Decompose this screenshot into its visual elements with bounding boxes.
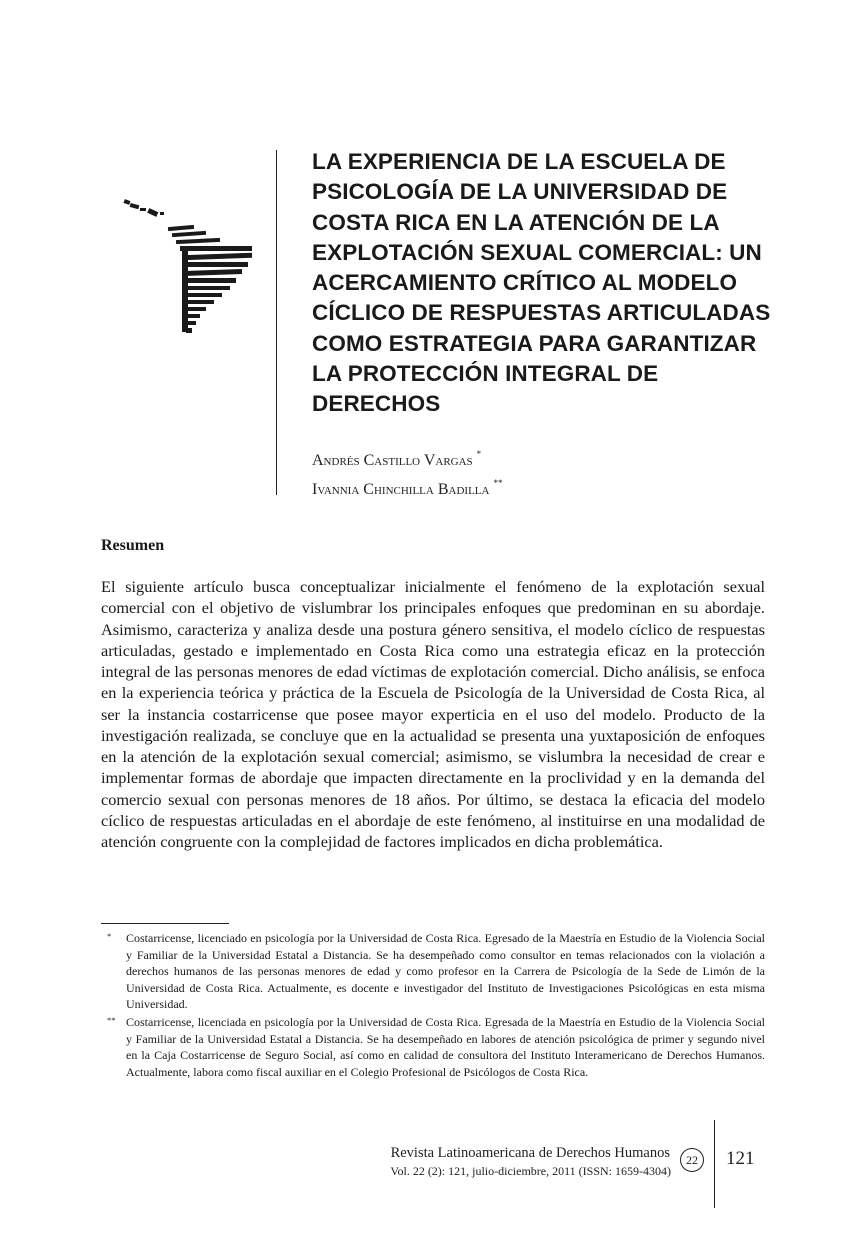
footnotes — [101, 930, 765, 1081]
footnote-1 — [101, 930, 765, 1013]
author-2 — [312, 472, 732, 501]
journal-name: Revista Latinoamericana de Derechos Humanos — [390, 1145, 670, 1161]
abstract-text: El siguiente artículo busca conceptualizar inicialmente el fenómeno de la explotación sexual comercial con el objetivo de vislumbrar los principales enfoques que predominan en su abordaje. Asimismo, caracteriza y analiza desde una postura género sensitiva, el modelo cíclico de respuestas articuladas, gestado e implementado en Costa Rica como una estrategia eficaz en la protección integral de las personas menores de edad víctimas de explotación comercial. Dicho análisis, se enfoca en la experiencia teórica y práctica de la Escuela de Psicología de la Universidad de Costa Rica, al ser la instancia costarricense que posee mayor experticia en el uso del modelo. Producto de la investigación realizada, se concluye que en la actualidad se presenta una yuxtaposición de enfoques en la atención de la explotación sexual comercial; asimismo, se vislumbra la necesidad de crear e implementar formas de abordaje que impacten directamente en la proclividad y en la demanda del comercio sexual con personas menores de 18 años. Por último, se destaca la eficacia del modelo cíclico de respuestas articuladas en el abordaje de este fenómeno, al instituirse en una modalidad de atención congruente con la complejidad de factores implicados en dicha problemática. — [101, 577, 765, 851]
title-divider — [276, 150, 277, 495]
author-list — [312, 443, 732, 501]
footer-divider — [714, 1120, 715, 1208]
footnote-1-text: Costarricense, licenciado en psicología por la Universidad de Costa Rica. Egresado de la Maestría en Estudio de la Violencia Social y Familiar de la Universidad Estatal a Distancia. Se ha desempeñado como consultor en temas relacionados con la violación a derechos humanos de las personas menores de edad y como profesor en la Carrera de Psicología de la Sede de Limón de la Universidad de Costa Rica. Actualmente, es docente e investigador del Instituto de Investigaciones Psicológicas en esta misma Universidad. — [126, 931, 765, 1012]
author-2-mark: ** — [493, 478, 503, 488]
volume-badge: 22 — [680, 1148, 704, 1172]
page-number: 121 — [726, 1148, 755, 1169]
footnote-2-text: Costarricense, licenciada en psicología por la Universidad de Costa Rica. Egresada de la Maestría en Estudio de la Violencia Social y Familiar de la Universidad Estatal a Distancia. Se ha desempeñado en labores de atención psicológica de primer y segundo nivel en la Caja Costarricense de Seguro Social, así como en calidad de consultora del Instituto Interamericano de Derechos Humanos. Actualmente, labora como fiscal auxiliar en el Colegio Profesional de Psicólogos de Costa Rica. — [126, 1014, 765, 1079]
author-1-name: Andrés Castillo Vargas — [312, 452, 473, 469]
author-2-name: Ivannia Chinchilla Badilla — [312, 481, 490, 498]
footnote-separator — [101, 923, 229, 924]
abstract-heading: Resumen — [101, 537, 165, 554]
journal-info — [330, 1144, 670, 1180]
latin-america-map-logo — [118, 190, 258, 340]
author-1 — [312, 443, 732, 472]
footnote-1-mark: * — [107, 931, 112, 941]
footnote-2 — [101, 1014, 765, 1080]
journal-volume: Vol. 22 (2): 121, julio-diciembre, 2011 (ISSN: 1659-4304) — [390, 1164, 671, 1178]
author-1-mark: * — [476, 449, 482, 459]
article-title: LA EXPERIENCIA DE LA ESCUELA DE PSICOLOGÍA DE LA UNIVERSIDAD DE COSTA RICA EN LA ATENCIÓN DE LA EXPLOTACIÓN SEXUAL COMERCIAL: UN ACERCAMIENTO CRÍTICO AL MODELO CÍCLICO DE RESPUESTAS ARTICULADAS COMO ESTRATEGIA PARA GARANTIZAR LA PROTECCIÓN INTEGRAL DE DERECHOS — [312, 149, 771, 417]
footnote-2-mark: ** — [107, 1014, 116, 1025]
